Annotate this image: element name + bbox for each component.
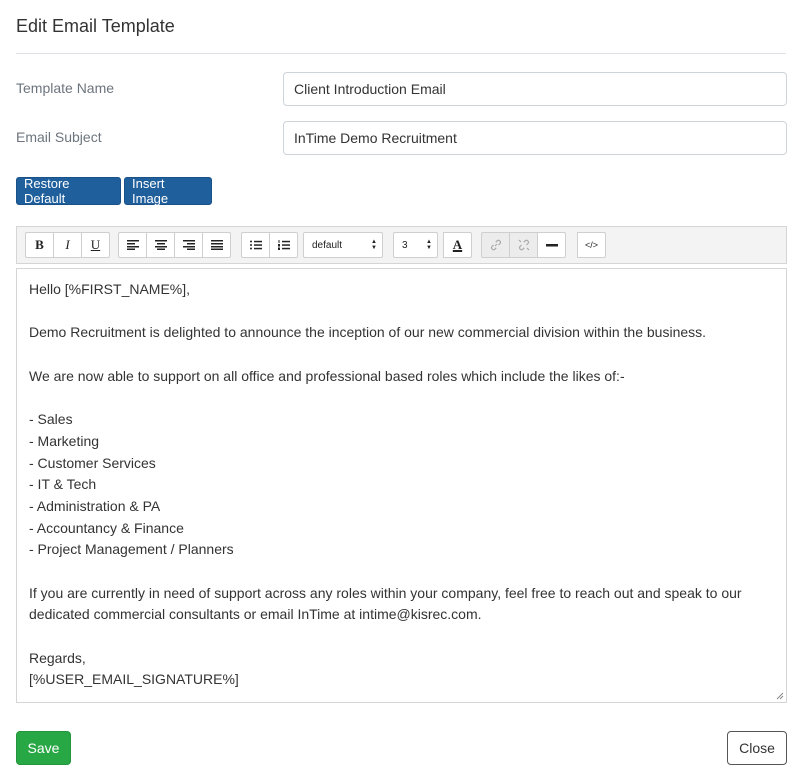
align-left-icon xyxy=(127,240,139,250)
editor-line: [%USER_EMAIL_SIGNATURE%] xyxy=(29,671,239,688)
font-family-value: default xyxy=(312,239,343,251)
restore-default-button[interactable]: Restore Default xyxy=(16,177,121,205)
editor-line: Hello [%FIRST_NAME%], xyxy=(29,281,191,297)
page-title: Edit Email Template xyxy=(16,16,175,36)
template-name-input[interactable] xyxy=(283,72,787,106)
alignment-group xyxy=(118,232,231,258)
font-size-select[interactable] xyxy=(393,232,438,258)
link-button[interactable] xyxy=(481,232,510,258)
bold-button[interactable]: B xyxy=(25,232,54,258)
code-view-group xyxy=(577,232,606,258)
unlink-icon xyxy=(518,239,530,251)
list-group xyxy=(241,232,298,258)
select-arrows-icon: ▲ ▼ xyxy=(371,239,377,251)
editor-line xyxy=(29,626,774,648)
align-right-icon xyxy=(183,240,195,250)
save-button[interactable]: Save xyxy=(16,731,71,765)
font-family-select[interactable] xyxy=(303,232,383,258)
editor-line: Demo Recruitment is delighted to announce the inception of our new commercial division within the business. xyxy=(29,324,707,341)
link-icon xyxy=(490,239,502,251)
editor-toolbar xyxy=(16,226,787,264)
numbered-list-button[interactable] xyxy=(269,232,298,258)
align-center-icon xyxy=(155,240,167,250)
unlink-button[interactable] xyxy=(509,232,538,258)
code-view-button[interactable]: </> xyxy=(577,232,606,258)
horizontal-rule-button[interactable] xyxy=(537,232,566,258)
editor-line: We are now able to support on all office and professional based roles which include the likes of:- xyxy=(29,367,625,384)
editor-line: - Customer Services xyxy=(29,454,156,471)
align-justify-icon xyxy=(211,240,223,250)
email-subject-input[interactable] xyxy=(283,121,787,155)
align-center-button[interactable] xyxy=(146,232,175,258)
align-left-button[interactable] xyxy=(118,232,147,258)
editor-line: - Accountancy & Finance xyxy=(29,519,184,536)
font-style-group xyxy=(25,232,110,258)
resize-handle-icon[interactable] xyxy=(776,692,784,700)
align-right-button[interactable] xyxy=(174,232,203,258)
font-size-value: 3 xyxy=(402,239,408,251)
editor-line: - Sales xyxy=(29,411,73,428)
editor-line xyxy=(29,387,774,409)
numbered-list-icon xyxy=(278,240,290,250)
email-subject-label: Email Subject xyxy=(16,129,102,145)
font-color-group xyxy=(443,232,472,258)
editor-line xyxy=(29,561,774,583)
font-color-button[interactable]: A xyxy=(443,232,472,258)
editor-line xyxy=(29,301,774,323)
insert-image-button[interactable]: Insert Image xyxy=(124,177,212,205)
bullet-list-button[interactable] xyxy=(241,232,270,258)
header-divider xyxy=(16,53,786,54)
italic-button[interactable]: I xyxy=(53,232,82,258)
editor-line: - IT & Tech xyxy=(29,476,97,493)
horizontal-rule-icon xyxy=(546,243,558,247)
template-name-label: Template Name xyxy=(16,80,115,96)
editor-line: If you are currently in need of support across any roles within your company, feel free to reach out and speak to our xyxy=(29,584,742,601)
editor-line: - Administration & PA xyxy=(29,497,161,514)
editor-line: - Marketing xyxy=(29,432,100,449)
underline-button[interactable]: U xyxy=(81,232,110,258)
editor-line: Regards, xyxy=(29,649,86,666)
select-arrows-icon: ▲ ▼ xyxy=(426,239,432,251)
close-button[interactable]: Close xyxy=(727,731,787,765)
editor-line: - Project Management / Planners xyxy=(29,541,234,558)
link-group xyxy=(481,232,566,258)
bullet-list-icon xyxy=(250,240,262,250)
email-body-editor[interactable] xyxy=(16,268,787,703)
editor-line xyxy=(29,344,774,366)
editor-line: dedicated commercial consultants or email InTime at intime@kisrec.com. xyxy=(29,606,482,623)
align-justify-button[interactable] xyxy=(202,232,231,258)
